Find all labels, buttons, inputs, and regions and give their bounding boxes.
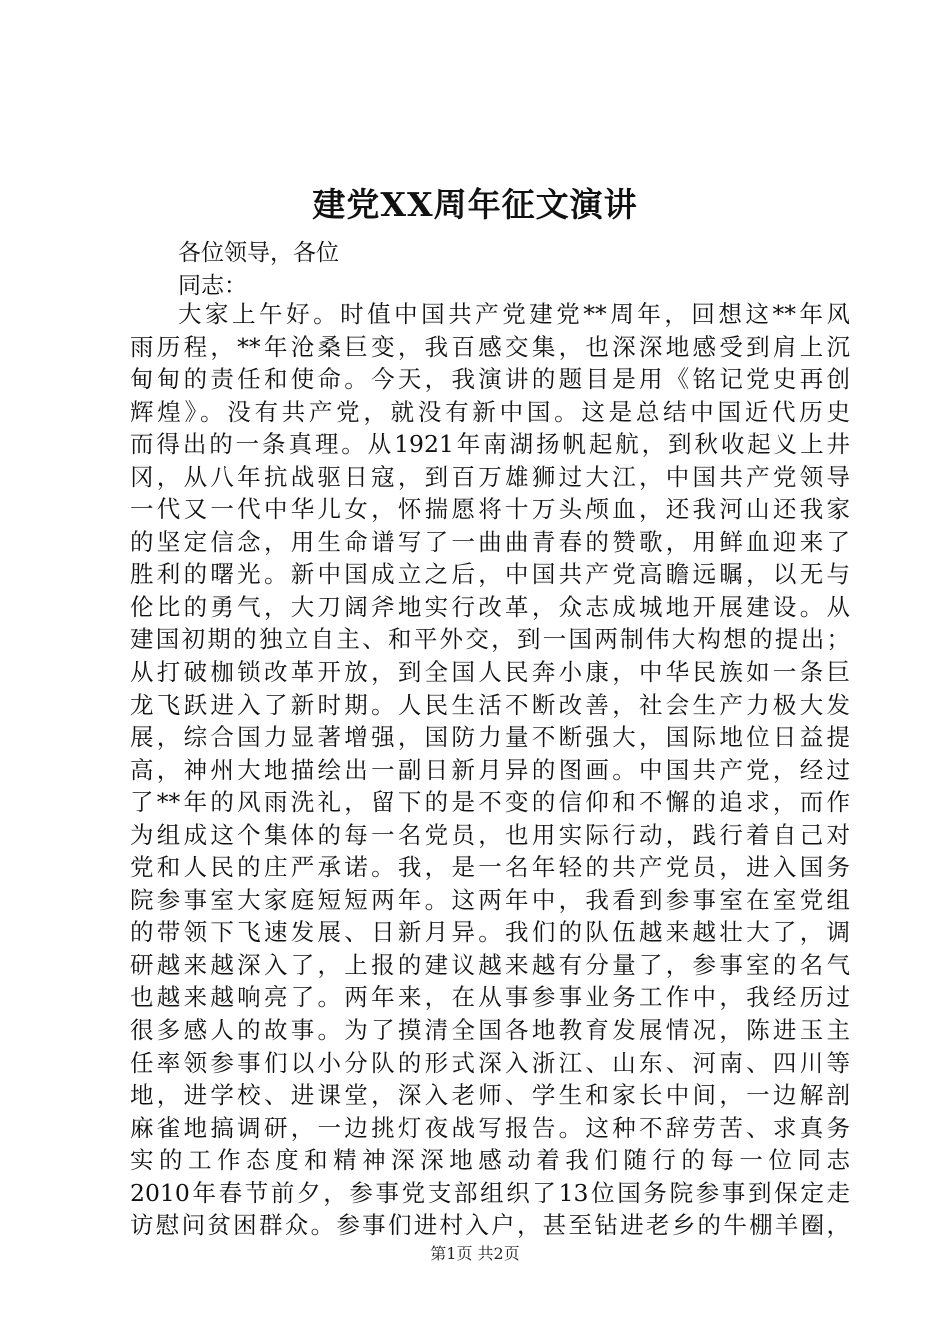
salutation-line-1: 各位领导，各位 — [178, 240, 339, 266]
body-line: 访慰问贫困群众。参事们进村入户，甚至钻进老乡的牛棚羊圈， — [130, 1211, 850, 1240]
document-title: 建党XX周年征文演讲 — [312, 185, 638, 224]
body-line: 而得出的一条真理。从1921年南湖扬帆起航，到秋收起义上井 — [130, 430, 850, 459]
body-line: 展，综合国力显著增强，国防力量不断强大，国际地位日益提 — [130, 723, 850, 752]
body-line: 党和人民的庄严承诺。我，是一名年轻的共产党员，进入国务 — [130, 853, 850, 882]
body-line: 辉煌》。没有共产党，就没有新中国。这是总结中国近代历史 — [130, 397, 850, 426]
body-line: 任率领参事们以小分队的形式深入浙江、山东、河南、四川等 — [130, 1048, 850, 1077]
body-line: 也越来越响亮了。两年来，在从事参事业务工作中，我经历过 — [130, 983, 850, 1012]
body-line: 龙飞跃进入了新时期。人民生活不断改善，社会生产力极大发 — [130, 690, 850, 719]
body-line: 的坚定信念，用生命谱写了一曲曲青春的赞歌，用鲜血迎来了 — [130, 527, 850, 556]
body-line: 院参事室大家庭短短两年。这两年中，我看到参事室在室党组 — [130, 885, 850, 914]
page-number-footer: 第1页 共2页 — [430, 1244, 520, 1263]
body-line: 高，神州大地描绘出一副日新月异的图画。中国共产党，经过 — [130, 755, 850, 784]
body-line: 的带领下飞速发展、日新月异。我们的队伍越来越壮大了，调 — [130, 918, 850, 947]
body-text — [130, 298, 850, 1242]
body-line: 雨历程，**年沧桑巨变，我百感交集，也深深地感受到肩上沉 — [130, 332, 850, 361]
body-line: 一代又一代中华儿女，怀揣愿将十万头颅血，还我河山还我家 — [130, 495, 850, 524]
salutation-line-2: 同志： — [178, 273, 247, 299]
body-line: 伦比的勇气，大刀阔斧地实行改革，众志成城地开展建设。从 — [130, 592, 850, 621]
body-line: 从打破枷锁改革开放，到全国人民奔小康，中华民族如一条巨 — [130, 658, 850, 687]
body-line: 研越来越深入了，上报的建议越来越有分量了，参事室的名气 — [130, 950, 850, 979]
body-line: 大家上午好。时值中国共产党建党**周年，回想这**年风 — [178, 300, 850, 328]
body-line: 麻雀地搞调研，一边挑灯夜战写报告。这种不辞劳苦、求真务 — [130, 1113, 850, 1142]
body-line: 地，进学校、进课堂，深入老师、学生和家长中间，一边解剖 — [130, 1081, 850, 1110]
body-line: 了**年的风雨洗礼，留下的是不变的信仰和不懈的追求，而作 — [130, 788, 850, 817]
body-line: 冈，从八年抗战驱日寇，到百万雄狮过大江，中国共产党领导 — [130, 462, 850, 491]
body-line: 胜利的曙光。新中国成立之后，中国共产党高瞻远瞩，以无与 — [130, 560, 850, 589]
body-line: 为组成这个集体的每一名党员，也用实际行动，践行着自己对 — [130, 820, 850, 849]
body-line: 2010年春节前夕，参事党支部组织了13位国务院参事到保定走 — [130, 1178, 850, 1207]
body-line: 建国初期的独立自主、和平外交，到一国两制伟大构想的提出； — [130, 625, 850, 654]
body-line: 很多感人的故事。为了摸清全国各地教育发展情况，陈进玉主 — [130, 1016, 850, 1045]
body-line: 甸甸的责任和使命。今天，我演讲的题目是用《铭记党史再创 — [130, 365, 850, 394]
body-line: 实的工作态度和精神深深地感动着我们随行的每一位同志 — [130, 1146, 850, 1175]
